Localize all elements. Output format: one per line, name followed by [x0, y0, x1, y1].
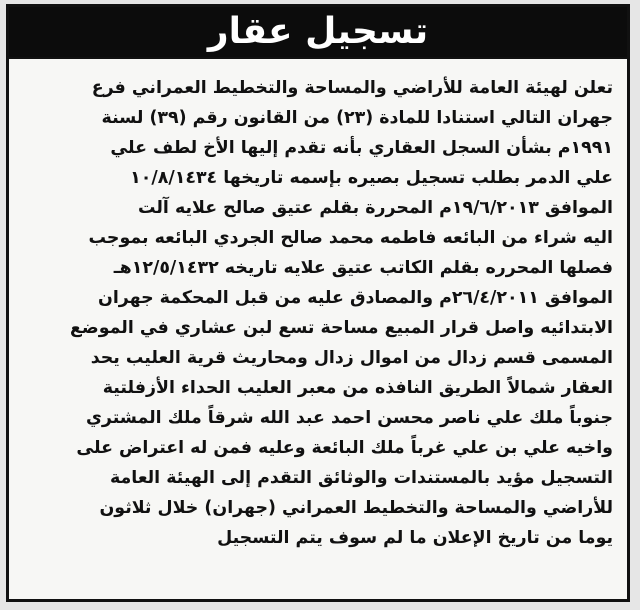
notice-line: اليه شراء من البائعه فاطمه محمد صالح الجردي البائعه بموجب: [88, 228, 613, 248]
notice-title: تسجيل عقار: [207, 11, 429, 52]
notice-header: [9, 7, 627, 59]
notice-line: تعلن لهيئة العامة للأراضي والمساحة والتخطيط العمراني فرع: [91, 78, 613, 98]
notice-line: جنوباً ملك علي ناصر محسن احمد عبد الله شرقاً ملك المشتري: [85, 408, 613, 428]
notice-body: [9, 59, 627, 553]
notice-line: الموافق ٢٦/٤/٢٠١١م والمصادق عليه من قبل المحكمة جهران: [97, 288, 613, 308]
notice-line: التسجيل مؤيد بالمستندات والوثائق التقدم إلى الهيئة العامة: [109, 468, 613, 488]
notice-line: واخيه علي بن علي غرباً ملك البائعة وعليه فمن له اعتراض على: [76, 438, 613, 458]
notice-line: للأراضي والمساحة والتخطيط العمراني (جهران) خلال ثلاثون: [99, 498, 613, 518]
notice-line: فصلها المحرره بقلم الكاتب عتيق علايه تاريخه ١٢/٥/١٤٣٢هـ: [113, 258, 613, 278]
notice-line: الابتدائيه واصل قرار المبيع مساحة تسع لبن عشاري في الموضع: [70, 318, 613, 338]
notice-line: العقار شمالاً الطريق النافذه من معبر العليب الحداء الأزفلتية: [102, 378, 613, 398]
notice-line: الموافق ١٩/٦/٢٠١٣م المحررة بقلم عتيق صالح علايه آلت: [137, 198, 613, 218]
notice-line: المسمى قسم زدال من اموال زدال ومحاريث قرية العليب يحد: [90, 348, 613, 368]
notice-line: علي الدمر بطلب تسجيل بصيره بإسمه تاريخها ١٠/٨/١٤٣٤: [130, 168, 613, 188]
notice-line: جهران التالي استنادا للمادة (٢٣) من القانون رقم (٣٩) لسنة: [101, 108, 613, 128]
notice-line: ١٩٩١م بشأن السجل العقاري بأنه تقدم إليها الأخ لطف علي: [110, 138, 613, 158]
property-registration-notice: [6, 4, 630, 602]
notice-line: يوما من تاريخ الإعلان ما لم سوف يتم التسجيل: [217, 528, 613, 548]
